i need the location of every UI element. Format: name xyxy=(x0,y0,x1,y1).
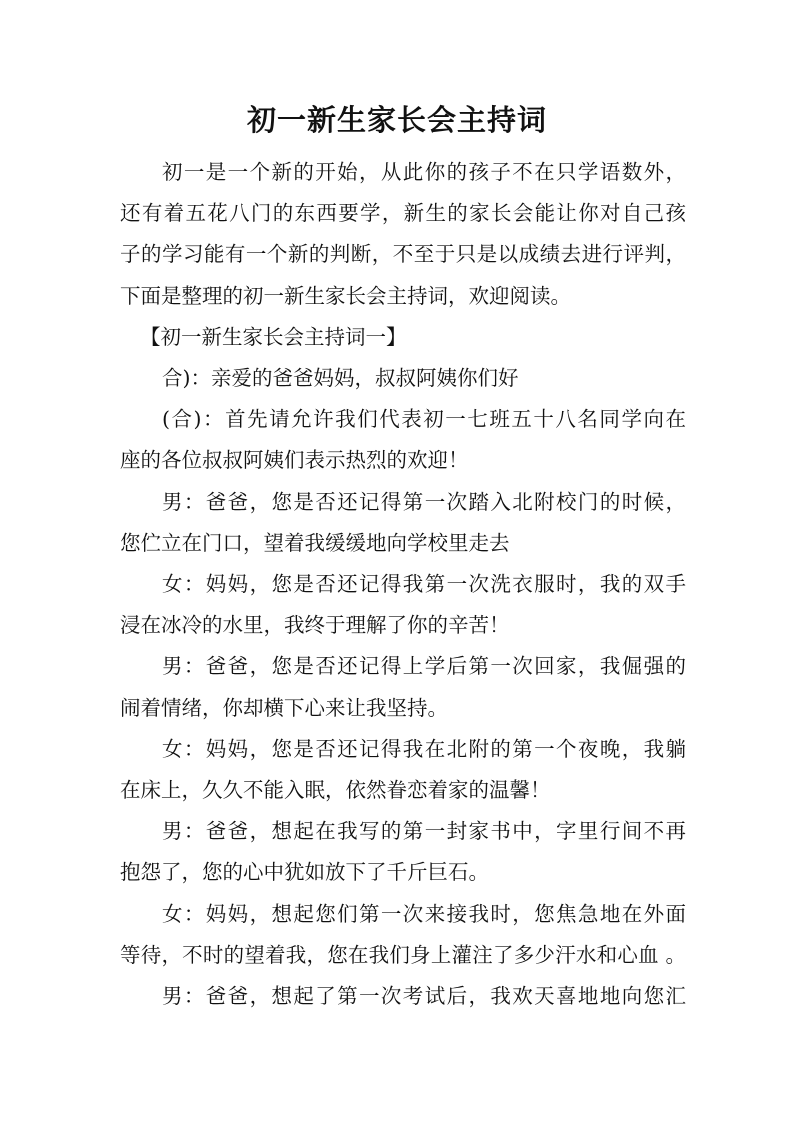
male-line-3b: 抱怨了，您的心中犹如放下了千斤巨石。 xyxy=(120,860,489,885)
greeting-line: 合)：亲爱的爸爸妈妈，叔叔阿姨你们好 xyxy=(162,366,519,391)
male-line-4a: 男：爸爸，想起了第一次考试后，我欢天喜地地向您汇 xyxy=(162,984,686,1009)
female-line-1b: 浸在冰冷的水里，我终于理解了你的辛苦！ xyxy=(120,613,510,638)
welcome-line-2: 座的各位叔叔阿姨们表示热烈的欢迎！ xyxy=(120,448,469,473)
document-body xyxy=(120,152,686,1017)
female-line-2b: 在床上，久久不能入眠，依然眷恋着家的温馨！ xyxy=(120,778,551,803)
male-line-1a: 男：爸爸，您是否还记得第一次踏入北附校门的时候， xyxy=(162,489,686,514)
male-line-1b: 您伫立在门口，望着我缓缓地向学校里走去 xyxy=(120,530,510,555)
section-heading: 【初一新生家长会主持词一】 xyxy=(140,324,407,349)
male-line-2b: 闹着情绪，你却横下心来让我坚持。 xyxy=(120,695,448,720)
female-line-1a: 女：妈妈，您是否还记得我第一次洗衣服时，我的双手 xyxy=(162,572,686,597)
intro-line-3: 子的学习能有一个新的判断，不至于只是以成绩去进行评判， xyxy=(120,242,686,267)
intro-line-4: 下面是整理的初一新生家长会主持词，欢迎阅读。 xyxy=(120,283,571,308)
male-line-3a: 男：爸爸，想起在我写的第一封家书中，字里行间不再 xyxy=(162,819,686,844)
document-title: 初一新生家长会主持词 xyxy=(246,103,547,137)
female-line-2a: 女：妈妈，您是否还记得我在北附的第一个夜晚，我躺 xyxy=(162,736,686,761)
male-line-2a: 男：爸爸，您是否还记得上学后第一次回家，我倔强的 xyxy=(162,654,686,679)
intro-line-2: 还有着五花八门的东西要学，新生的家长会能让你对自己孩 xyxy=(120,201,686,226)
female-line-3b: 等待，不时的望着我，您在我们身上灌注了多少汗水和心血 。 xyxy=(120,942,686,967)
welcome-line-1: (合)：首先请允许我们代表初一七班五十八名同学向在 xyxy=(162,407,686,432)
intro-line-1: 初一是一个新的开始，从此你的孩子不在只学语数外， xyxy=(162,160,686,184)
female-line-3a: 女：妈妈，想起您们第一次来接我时，您焦急地在外面 xyxy=(162,901,686,926)
